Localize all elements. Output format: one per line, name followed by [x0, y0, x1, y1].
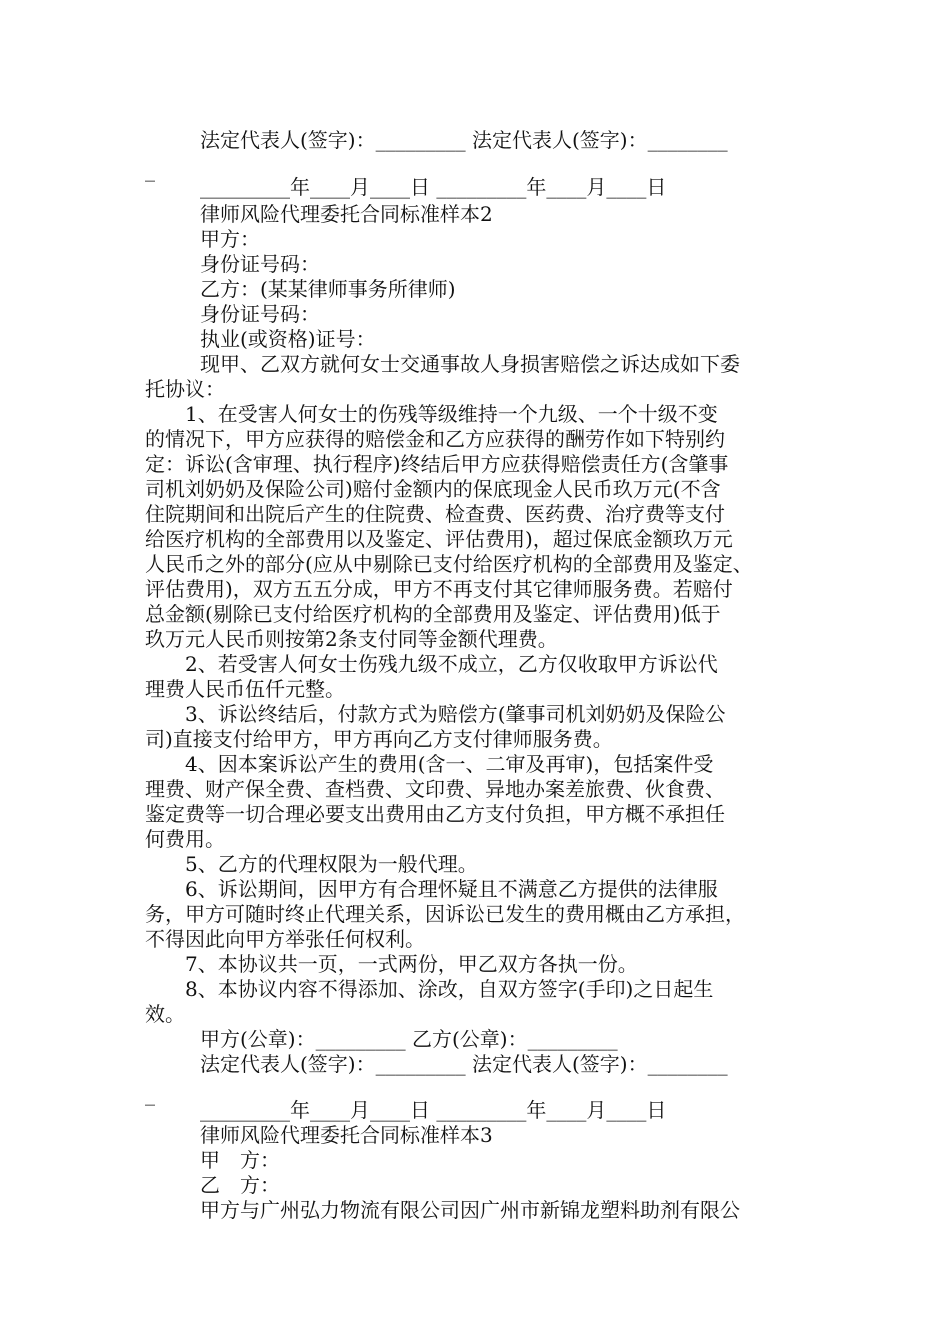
clause-line: 总金额(剔除已支付给医疗机构的全部费用及鉴定、评估费用)低于	[145, 602, 721, 626]
clause-line: 5、乙方的代理权限为一般代理。	[145, 852, 478, 876]
clause-line: 7、本协议共一页，一式两份，甲乙双方各执一份。	[145, 952, 638, 976]
party-a-field: 甲 方：	[200, 1148, 280, 1172]
paragraph-line: 托协议：	[145, 377, 225, 401]
section-heading: 律师风险代理委托合同标准样本3	[200, 1123, 493, 1147]
clause-line: 司)直接支付给甲方，甲方再向乙方支付律师服务费。	[145, 727, 613, 751]
date-line: _________年____月____日 _________年____月____日	[200, 1098, 667, 1122]
seal-line: 甲方(公章)：_________ 乙方(公章)：_________	[200, 1027, 618, 1051]
party-a-field: 甲方：	[200, 227, 260, 251]
clause-line: 给医疗机构的全部费用以及鉴定、评估费用)，超过保底金额玖万元	[145, 527, 733, 551]
continuation-mark: _	[145, 1082, 155, 1106]
clause-line: 6、诉讼期间，因甲方有合理怀疑且不满意乙方提供的法律服	[145, 877, 718, 901]
party-b-field: 乙 方：	[200, 1173, 280, 1197]
clause-line: 的情况下，甲方应获得的赔偿金和乙方应获得的酬劳作如下特别约	[145, 427, 725, 451]
clause-line: 务，甲方可随时终止代理关系，因诉讼已发生的费用概由乙方承担，	[145, 902, 745, 926]
clause-line: 效。	[145, 1002, 185, 1026]
party-b-field: 乙方：(某某律师事务所律师)	[200, 277, 456, 301]
clause-line: 司机刘奶奶及保险公司)赔付金额内的保底现金人民币玖万元(不含	[145, 477, 721, 501]
license-number-field: 执业(或资格)证号：	[200, 327, 376, 351]
clause-line: 4、因本案诉讼产生的费用(含一、二审及再审)，包括案件受	[145, 752, 714, 776]
id-number-field: 身份证号码：	[200, 252, 320, 276]
clause-line: 住院期间和出院后产生的住院费、检查费、医药费、治疗费等支付	[145, 502, 725, 526]
clause-line: 玖万元人民币则按第2条支付同等金额代理费。	[145, 627, 558, 651]
signature-line: 法定代表人(签字)：_________ 法定代表人(签字)：________	[200, 128, 728, 152]
clause-line: 定：诉讼(含审理、执行程序)终结后甲方应获得赔偿责任方(含肇事	[145, 452, 729, 476]
clause-line: 3、诉讼终结后，付款方式为赔偿方(肇事司机刘奶奶及保险公	[145, 702, 726, 726]
signature-line: 法定代表人(签字)：_________ 法定代表人(签字)：________	[200, 1052, 728, 1076]
date-line: _________年____月____日 _________年____月____日	[200, 175, 667, 199]
clause-line: 理费、财产保全费、查档费、文印费、异地办案差旅费、伙食费、	[145, 777, 725, 801]
clause-line: 1、在受害人何女士的伤残等级维持一个九级、一个十级不变	[145, 402, 718, 426]
clause-line: 鉴定费等一切合理必要支出费用由乙方支付负担，甲方概不承担任	[145, 802, 725, 826]
clause-line: 2、若受害人何女士伤残九级不成立，乙方仅收取甲方诉讼代	[145, 652, 718, 676]
section-heading: 律师风险代理委托合同标准样本2	[200, 202, 493, 226]
continuation-mark: _	[145, 158, 155, 182]
id-number-field: 身份证号码：	[200, 302, 320, 326]
paragraph-line: 现甲、乙双方就何女士交通事故人身损害赔偿之诉达成如下委	[200, 352, 740, 376]
clause-line: 8、本协议内容不得添加、涂改，自双方签字(手印)之日起生	[145, 977, 714, 1001]
clause-line: 不得因此向甲方举张任何权利。	[145, 927, 425, 951]
clause-line: 评估费用)，双方五五分成，甲方不再支付其它律师服务费。若赔付	[145, 577, 733, 601]
clause-line: 何费用。	[145, 827, 225, 851]
clause-line: 人民币之外的部分(应从中剔除已支付给医疗机构的全部费用及鉴定、	[145, 552, 753, 576]
paragraph-line: 甲方与广州弘力物流有限公司因广州市新锦龙塑料助剂有限公	[200, 1198, 740, 1222]
clause-line: 理费人民币伍仟元整。	[145, 677, 345, 701]
